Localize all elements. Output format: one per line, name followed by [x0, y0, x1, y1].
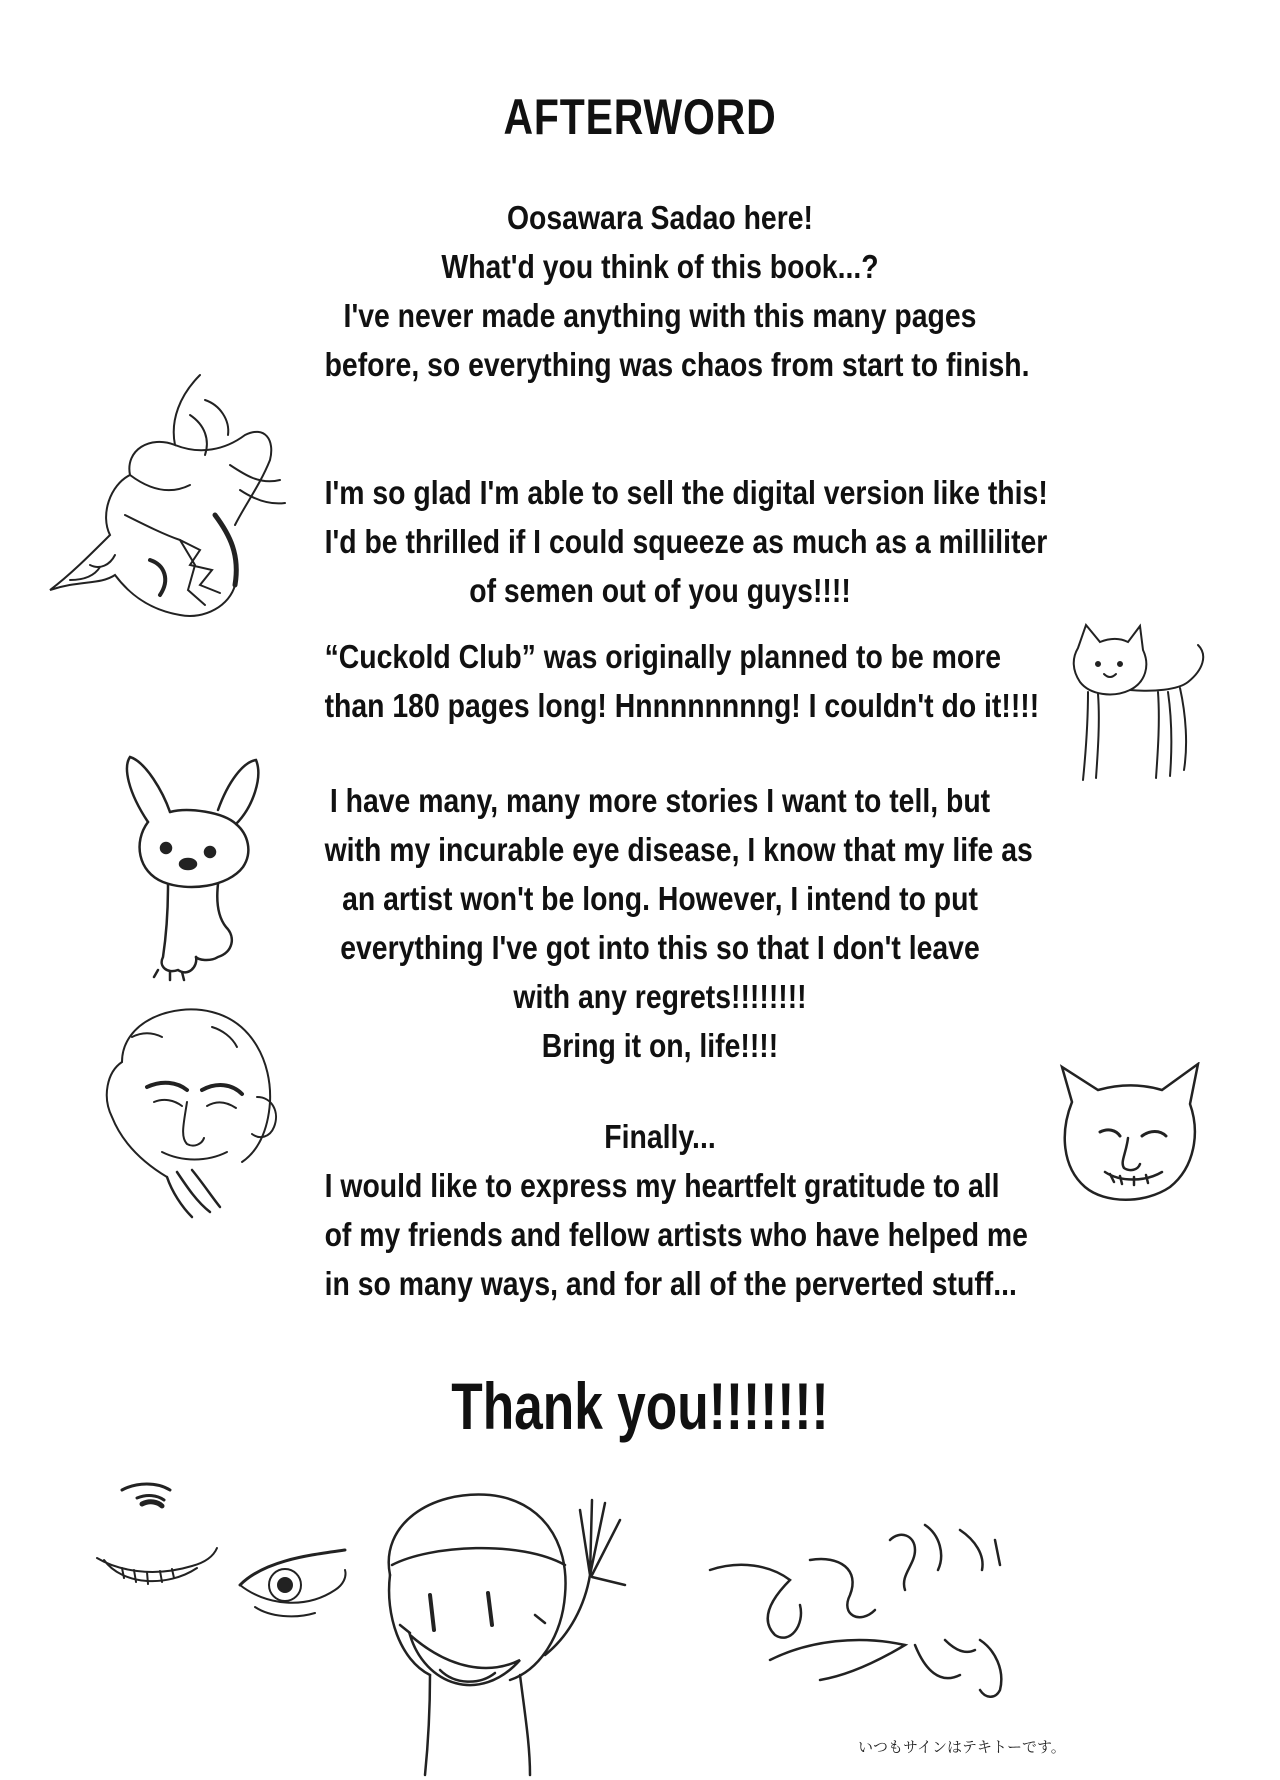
paragraph-intro [324, 193, 1030, 389]
text-line: I'd be thrilled if I could squeeze as much as a milliliter [324, 523, 1048, 560]
text-line: I would like to express my heartfelt gratitude to all [324, 1167, 1000, 1204]
signature-icon [700, 1510, 1030, 1710]
paragraph-finally [324, 1112, 1028, 1308]
closing-thanks: Thank you!!!!!!! [451, 1369, 829, 1443]
old-man-sketch-icon [92, 1002, 282, 1222]
text-line: I have many, many more stories I want to tell, but [329, 782, 991, 819]
rabbit-sketch-icon [118, 752, 278, 982]
text-line: “Cuckold Club” was originally planned to be more [324, 638, 1002, 675]
cat-face-sketch-icon [1050, 1062, 1210, 1212]
text-line: in so many ways, and for all of the perverted stuff... [324, 1265, 1017, 1302]
paragraph-digital [324, 468, 1048, 615]
text-line: Bring it on, life!!!! [541, 1027, 779, 1064]
dragon-sketch-icon [30, 365, 290, 635]
signature-note: いつもサインはテキトーです。 [858, 1738, 1066, 1756]
text-line: Oosawara Sadao here! [506, 199, 813, 236]
text-line: of my friends and fellow artists who have helped me [324, 1216, 1028, 1253]
text-line: an artist won't be long. However, I intend to put [342, 880, 978, 917]
cat-sketch-icon [1058, 620, 1218, 790]
text-line: with any regrets!!!!!!!! [513, 978, 807, 1015]
eye-sketch-icon [235, 1545, 355, 1625]
grinning-mouth-sketch-icon [92, 1470, 222, 1590]
page-title: AFTERWORD [503, 89, 777, 145]
paragraph-cuckold-club [324, 632, 1040, 730]
text-line: everything I've got into this so that I don't leave [340, 929, 980, 966]
text-line: than 180 pages long! Hnnnnnnnng! I couldn't do it!!!! [324, 687, 1040, 724]
paragraph-stories [324, 776, 1033, 1070]
text-line: What'd you think of this book...? [441, 248, 879, 285]
text-line: of semen out of you guys!!!! [469, 572, 851, 609]
text-line: before, so everything was chaos from start to finish. [324, 346, 1030, 383]
waving-boy-sketch-icon [370, 1485, 640, 1780]
text-line: I've never made anything with this many pages [343, 297, 977, 334]
text-line: Finally... [604, 1118, 716, 1155]
text-line: with my incurable eye disease, I know that my life as [324, 831, 1033, 868]
text-line: I'm so glad I'm able to sell the digital version like this! [324, 474, 1048, 511]
